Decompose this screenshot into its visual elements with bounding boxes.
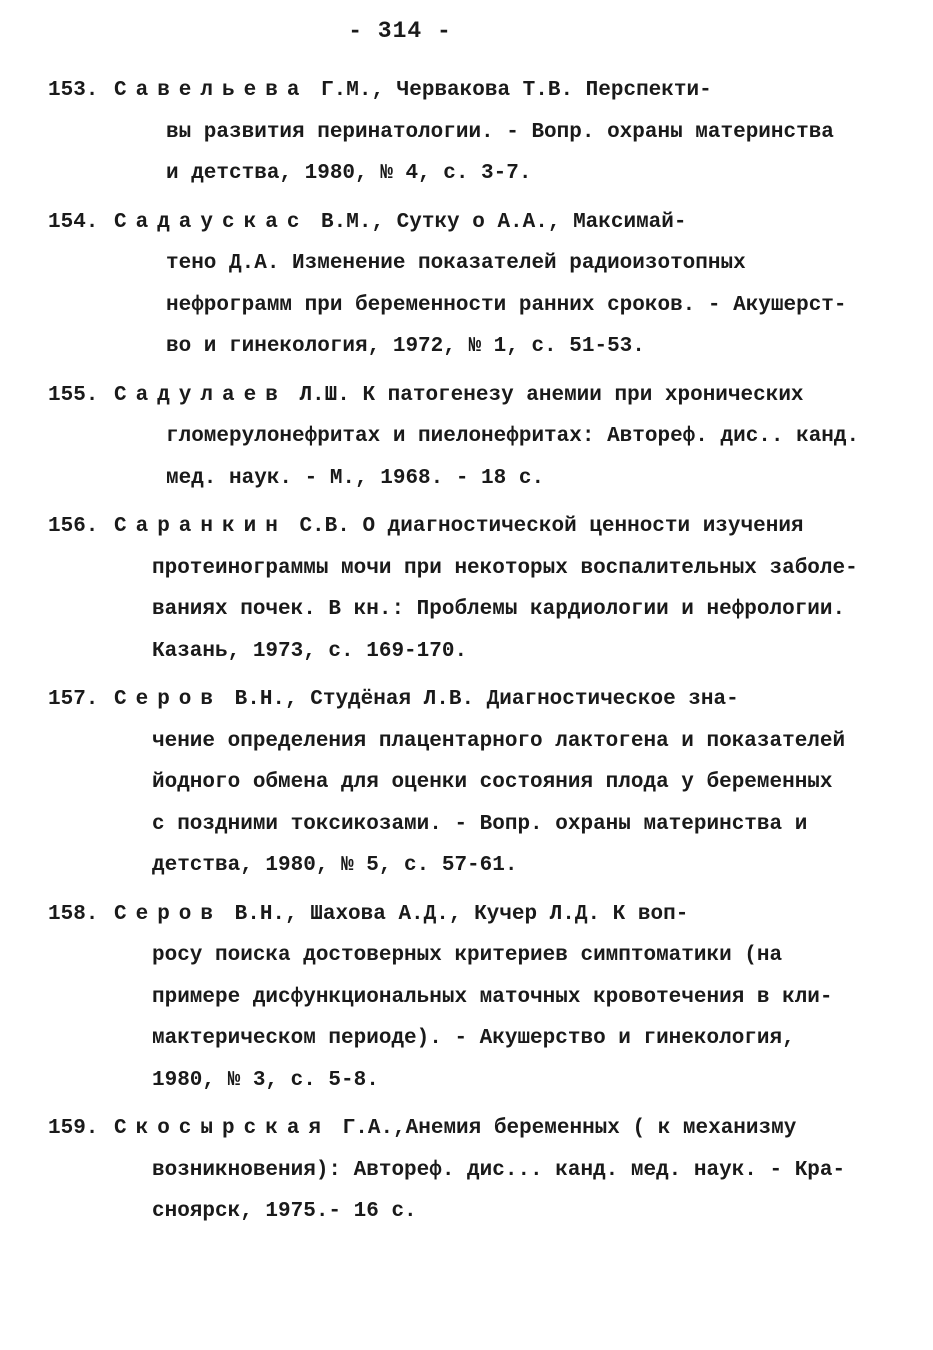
bibliography-entry-153 (48, 70, 888, 195)
entry-first-line (48, 1108, 888, 1150)
bibliography-list (48, 70, 888, 1240)
entry-number: 153. (48, 79, 99, 102)
entry-line: тено Д.А. Изменение показателей радиоизотопных (166, 252, 746, 275)
entry-line: чение определения плацентарного лактогена и показателей (152, 729, 846, 753)
entry-line: и детства, 1980, № 4, с. 3-7. (166, 162, 532, 185)
bibliography-entry-155 (48, 375, 888, 500)
page-number: - 314 - (348, 18, 452, 44)
entry-author: Серов (114, 688, 223, 711)
entry-line: вы развития перинатологии. - Вопр. охраны материнства (166, 120, 834, 144)
bibliography-entry-154 (48, 202, 888, 368)
entry-text: Л.Ш. К патогенезу анемии при хронических (299, 383, 804, 407)
entry-author: Савельева (114, 79, 309, 102)
entry-author: Серов (114, 902, 223, 926)
entry-first-line (48, 202, 888, 244)
entry-author: Скосырская (114, 1117, 331, 1140)
entry-text: Г.М., Червакова Т.В. Перспекти- (321, 79, 712, 102)
entry-number: 159. (48, 1117, 99, 1140)
entry-author: Саранкин (114, 515, 287, 538)
entry-first-line (48, 375, 888, 417)
entry-line: ваниях почек. В кн.: Проблемы кардиологии и нефрологии. (152, 598, 846, 621)
bibliography-entry-158 (48, 894, 888, 1102)
entry-first-line (48, 894, 888, 936)
entry-line: возникновения): Автореф. дис... канд. мед. наук. - Кра- (152, 1158, 846, 1182)
entry-number: 158. (48, 902, 99, 926)
entry-line: мактерическом периоде). - Акушерство и гинекология, (152, 1027, 795, 1050)
entry-line: во и гинекология, 1972, № 1, с. 51-53. (166, 335, 645, 358)
entry-first-line (48, 506, 888, 548)
entry-text: Г.А.,Анемия беременных ( к механизму (342, 1117, 797, 1140)
entry-text: С.В. О диагностической ценности изучения (299, 515, 804, 538)
entry-author: Садулаев (114, 383, 287, 407)
entry-line: мед. наук. - М., 1968. - 18 с. (166, 466, 545, 490)
bibliography-entry-159 (48, 1108, 888, 1233)
entry-number: 156. (48, 515, 99, 538)
entry-text: В.Н., Шахова А.Д., Кучер Л.Д. К воп- (234, 902, 689, 926)
entry-first-line (48, 70, 888, 112)
entry-number: 157. (48, 688, 99, 711)
entry-line: протеинограммы мочи при некоторых воспалительных заболе- (152, 556, 858, 580)
entry-text: В.Н., Студёная Л.В. Диагностическое зна- (234, 688, 739, 711)
entry-number: 154. (48, 210, 99, 234)
entry-line: сноярск, 1975.- 16 с. (152, 1200, 417, 1223)
entry-text: В.М., Сутку о А.А., Максимай- (321, 210, 687, 234)
entry-first-line (48, 679, 888, 721)
entry-number: 155. (48, 383, 99, 407)
entry-author: Садаускас (114, 210, 309, 234)
entry-line: примере дисфункциональных маточных кровотечения в кли- (152, 985, 833, 1009)
entry-line: Казань, 1973, с. 169-170. (152, 639, 468, 663)
entry-line: с поздними токсикозами. - Вопр. охраны материнства и (152, 812, 808, 836)
entry-line: гломерулонефритах и пиелонефритах: Автореф. дис.. канд. (166, 425, 860, 448)
entry-line: росу поиска достоверных критериев симптоматики (на (152, 944, 783, 967)
entry-line: йодного обмена для оценки состояния плода у беременных (152, 771, 833, 794)
entry-line: детства, 1980, № 5, с. 57-61. (152, 854, 518, 877)
bibliography-entry-156 (48, 506, 888, 672)
bibliography-entry-157 (48, 679, 888, 887)
entry-line: 1980, № 3, с. 5-8. (152, 1068, 379, 1092)
entry-line: нефрограмм при беременности ранних сроков. - Акушерст- (166, 293, 847, 317)
